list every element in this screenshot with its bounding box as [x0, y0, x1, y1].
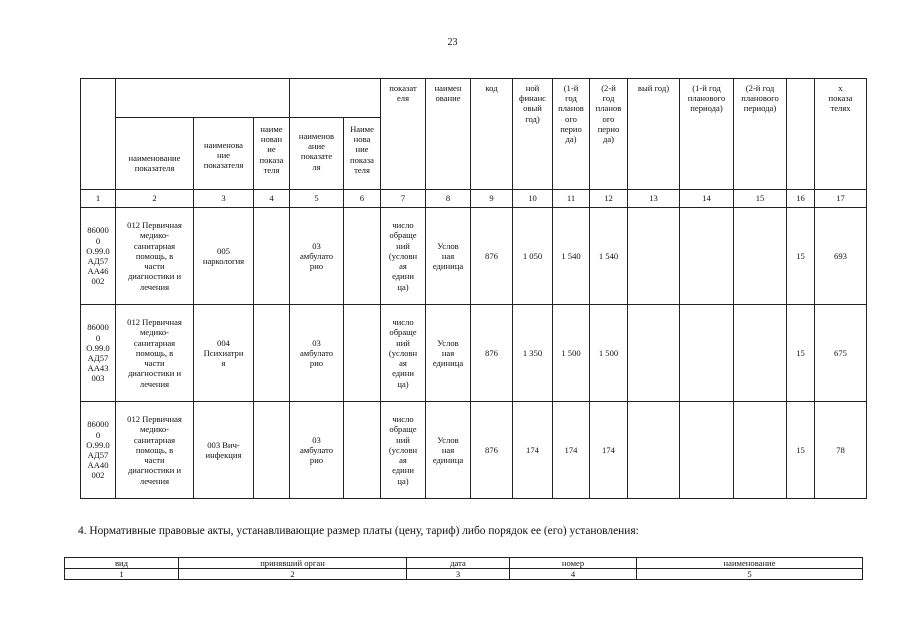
section-4-title: 4. Нормативные правовые акты, устанавливающие размер платы (цену, тариф) либо порядок ее (его) установления:	[78, 525, 639, 537]
col-number: 1	[81, 190, 116, 208]
deviation-abs: 693	[815, 208, 867, 305]
col-number: 14	[680, 190, 734, 208]
acts-header-name: наименование	[637, 558, 863, 569]
acts-number-row	[65, 569, 863, 580]
col-number: 3	[194, 190, 254, 208]
header-fee-plan-2: (2-й год планового периода)	[734, 79, 787, 190]
col-number: 2	[179, 569, 407, 580]
col-number: 15	[734, 190, 787, 208]
cell-empty	[680, 305, 734, 402]
table-row	[81, 208, 867, 305]
deviation-abs: 675	[815, 305, 867, 402]
header-year-current: ной финанс овый год)	[513, 79, 553, 190]
cell-empty	[344, 305, 381, 402]
acts-header-date: дата	[407, 558, 510, 569]
cell-empty	[628, 208, 680, 305]
value-plan-year-1: 1 540	[553, 208, 590, 305]
unit-name: Услов ная единица	[426, 402, 471, 499]
table-row	[81, 305, 867, 402]
service-volume-table	[80, 78, 867, 499]
value-plan-year-2: 174	[590, 402, 628, 499]
profile-name: 003 Вич- инфекция	[194, 402, 254, 499]
unit-name: Услов ная единица	[426, 305, 471, 402]
col-number: 8	[426, 190, 471, 208]
value-current-year: 174	[513, 402, 553, 499]
col-number: 10	[513, 190, 553, 208]
page-number: 23	[447, 37, 458, 48]
header-indicator-name-4: наиме нован ие показа теля	[254, 118, 290, 190]
col-number: 7	[381, 190, 426, 208]
registry-code: 86000 0 О.99.0 АД57 АА43 003	[81, 305, 116, 402]
value-current-year: 1 350	[513, 305, 553, 402]
header-code: код	[471, 79, 513, 190]
header-group-content	[116, 79, 290, 118]
deviation-abs: 78	[815, 402, 867, 499]
okei-code: 876	[471, 305, 513, 402]
cell-empty	[680, 208, 734, 305]
condition-name: 03 амбулато рио	[290, 402, 344, 499]
header-year-plan-2: (2-й год планов ого перио да)	[590, 79, 628, 190]
table-row	[81, 402, 867, 499]
col-number: 2	[116, 190, 194, 208]
col-number: 13	[628, 190, 680, 208]
cell-empty	[254, 305, 290, 402]
header-unit-name: наимен ование	[426, 79, 471, 190]
indicator-name: число обраще ний (условн ая едини ца)	[381, 402, 426, 499]
header-row-top	[81, 79, 867, 118]
registry-code: 86000 0 О.99.0 АД57 АА40 002	[81, 402, 116, 499]
column-number-row	[81, 190, 867, 208]
cell-empty	[734, 208, 787, 305]
header-deviation: х показа телях	[815, 79, 867, 190]
service-name: 012 Первичная медико- санитарная помощь, в части диагностики и лечения	[116, 305, 194, 402]
value-current-year: 1 050	[513, 208, 553, 305]
cell-empty	[628, 402, 680, 499]
cell-empty	[344, 402, 381, 499]
col-number: 3	[407, 569, 510, 580]
registry-code: 86000 0 О.99.0 АД57 АА46 002	[81, 208, 116, 305]
header-indicator: показат еля	[381, 79, 426, 190]
header-indicator-name-6: Наиме нова ние показа теля	[344, 118, 381, 190]
okei-code: 876	[471, 402, 513, 499]
acts-header-row	[65, 558, 863, 569]
profile-name: 005 наркология	[194, 208, 254, 305]
header-indicator-name-5: наименов ание показате ля	[290, 118, 344, 190]
header-year-plan-1: (1-й год планов ого перио да)	[553, 79, 590, 190]
col-number: 1	[65, 569, 179, 580]
header-fee-current: вый год)	[628, 79, 680, 190]
deviation-percent: 15	[787, 402, 815, 499]
indicator-name: число обраще ний (условн ая едини ца)	[381, 305, 426, 402]
okei-code: 876	[471, 208, 513, 305]
col-number: 4	[254, 190, 290, 208]
header-indicator-name-2: наименование показателя	[116, 118, 194, 190]
value-plan-year-2: 1 500	[590, 305, 628, 402]
deviation-percent: 15	[787, 305, 815, 402]
service-name: 012 Первичная медико- санитарная помощь, в части диагностики и лечения	[116, 208, 194, 305]
col-number: 6	[344, 190, 381, 208]
deviation-percent: 15	[787, 208, 815, 305]
profile-name: 004 Психиатри я	[194, 305, 254, 402]
service-name: 012 Первичная медико- санитарная помощь, в части диагностики и лечения	[116, 402, 194, 499]
col-number: 17	[815, 190, 867, 208]
col-number: 11	[553, 190, 590, 208]
cell-empty	[680, 402, 734, 499]
col-number: 9	[471, 190, 513, 208]
col-number: 12	[590, 190, 628, 208]
acts-header-number: номер	[510, 558, 637, 569]
value-plan-year-1: 174	[553, 402, 590, 499]
value-plan-year-2: 1 540	[590, 208, 628, 305]
acts-header-authority: принявший орган	[179, 558, 407, 569]
cell-empty	[344, 208, 381, 305]
col-number: 5	[637, 569, 863, 580]
cell-empty	[734, 305, 787, 402]
condition-name: 03 амбулато рио	[290, 208, 344, 305]
col-number: 5	[290, 190, 344, 208]
header-cell-1	[81, 79, 116, 190]
cell-empty	[628, 305, 680, 402]
header-indicator-name-3: наименова ние показателя	[194, 118, 254, 190]
cell-empty	[254, 208, 290, 305]
cell-empty	[254, 402, 290, 499]
acts-header-type: вид	[65, 558, 179, 569]
cell-empty	[734, 402, 787, 499]
header-cell-16	[787, 79, 815, 190]
header-fee-plan-1: (1-й год планового периода)	[680, 79, 734, 190]
col-number: 4	[510, 569, 637, 580]
col-number: 16	[787, 190, 815, 208]
condition-name: 03 амбулато рио	[290, 305, 344, 402]
legal-acts-table	[64, 557, 863, 580]
unit-name: Услов ная единица	[426, 208, 471, 305]
header-group-conditions	[290, 79, 381, 118]
value-plan-year-1: 1 500	[553, 305, 590, 402]
indicator-name: число обраще ний (условн ая едини ца)	[381, 208, 426, 305]
